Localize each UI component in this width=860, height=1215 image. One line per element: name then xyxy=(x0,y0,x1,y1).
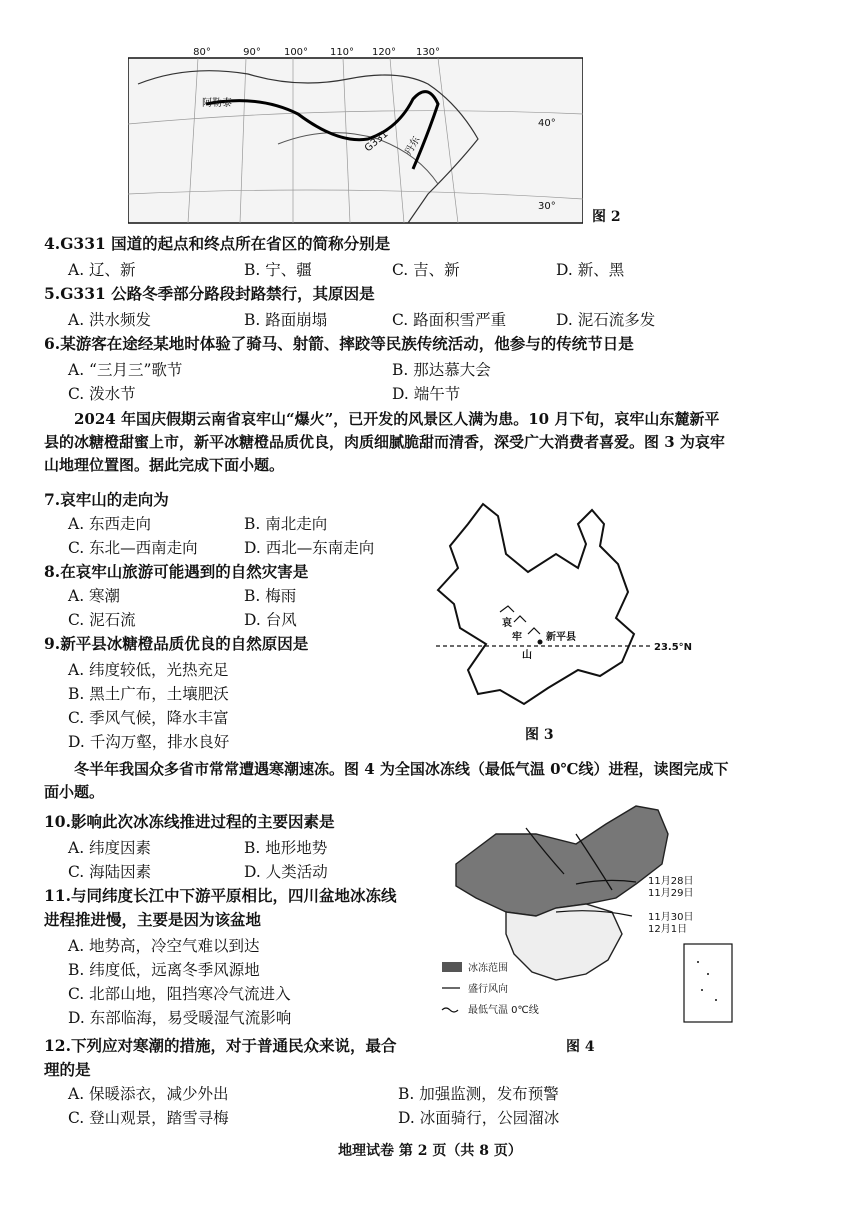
q10-option-b[interactable]: B. 地形地势 xyxy=(244,839,328,857)
inset-map-frame xyxy=(684,944,732,1022)
date-label-1: 11月28日 xyxy=(648,876,694,887)
q7-option-d[interactable]: D. 西北—东南走向 xyxy=(244,539,375,557)
q12-option-d[interactable]: D. 冰面骑行，公园溜冰 xyxy=(398,1109,560,1127)
q12-option-b[interactable]: B. 加强监测，发布预警 xyxy=(398,1085,559,1103)
mountain-char-3: 山 xyxy=(522,650,532,661)
q9-option-c[interactable]: C. 季风气候，降水丰富 xyxy=(68,709,229,727)
legend-zero: 最低气温 0℃线 xyxy=(468,1005,539,1016)
passage-ailao: 2024 年国庆假期云南省哀牢山“爆火”，已开发的风景区人满为患。10 月下旬，哀牢山东麓新平县的冰糖橙甜蜜上市，新平冰糖橙品质优良，肉质细腻脆甜而清香，深受广大消费者喜爱。图 3 为哀牢山地理位置图。据此完成下面小题。 xyxy=(44,410,725,474)
date-label-4: 12月1日 xyxy=(648,924,688,935)
q4-option-b[interactable]: B. 宁、疆 xyxy=(244,261,312,279)
q11-option-d[interactable]: D. 东部临海，易受暖湿气流影响 xyxy=(68,1009,292,1027)
q11-option-a[interactable]: A. 地势高，冷空气难以到达 xyxy=(68,937,260,955)
question-8: 8.在哀牢山旅游可能遇到的自然灾害是 xyxy=(44,562,309,581)
question-5: 5.G331 公路冬季部分路段封路禁行，其原因是 xyxy=(44,284,375,303)
q9-option-d[interactable]: D. 千沟万壑，排水良好 xyxy=(68,733,230,751)
q8-option-c[interactable]: C. 泥石流 xyxy=(68,611,136,629)
q8-option-b[interactable]: B. 梅雨 xyxy=(244,587,297,605)
q12-option-c[interactable]: C. 登山观景，踏雪寻梅 xyxy=(68,1109,229,1127)
q10-option-d[interactable]: D. 人类活动 xyxy=(244,863,328,881)
q8-option-d[interactable]: D. 台风 xyxy=(244,611,297,629)
china-south-area xyxy=(506,904,622,980)
lon-label-80: 80° xyxy=(193,47,211,58)
figure-2-svg xyxy=(128,44,583,224)
question-6: 6.某游客在途经某地时体验了骑马、射箭、摔跤等民族传统活动，他参与的传统节日是 xyxy=(44,334,634,353)
lon-label-90: 90° xyxy=(243,47,261,58)
date-label-3: 11月30日 xyxy=(648,912,694,923)
end-label: 丹东 xyxy=(403,134,423,158)
q9-option-b[interactable]: B. 黑土广布，土壤肥沃 xyxy=(68,685,229,703)
q5-option-c[interactable]: C. 路面积雪严重 xyxy=(392,311,507,329)
question-11: 11.与同纬度长江中下游平原相比，四川盆地冰冻线 xyxy=(44,886,397,905)
xinping-point xyxy=(538,640,543,645)
legend-frozen: 冰冻范围 xyxy=(468,963,508,974)
passage-cold-wave: 冬半年我国众多省市常常遭遇寒潮速冻。图 4 为全国冰冻线（最低气温 0℃线）进程，读图完成下面小题。 xyxy=(44,760,729,801)
start-label: 阿勒泰 xyxy=(202,98,232,109)
date-label-2: 11月29日 xyxy=(648,888,694,899)
xinping-label: 新平县 xyxy=(546,632,576,643)
question-12-line-2: 理的是 xyxy=(44,1060,91,1079)
lon-label-110: 110° xyxy=(329,47,355,58)
figure-2-map xyxy=(128,44,583,224)
route-label: G331 xyxy=(362,128,391,155)
figure-3-map xyxy=(428,494,718,720)
figure-4-caption: 图 4 xyxy=(566,1039,595,1055)
q10-option-c[interactable]: C. 海陆因素 xyxy=(68,863,152,881)
q5-option-d[interactable]: D. 泥石流多发 xyxy=(556,311,656,329)
question-7: 7.哀牢山的走向为 xyxy=(44,490,169,509)
q6-option-d[interactable]: D. 端午节 xyxy=(392,385,461,403)
question-9: 9.新平县冰糖橙品质优良的自然原因是 xyxy=(44,634,309,653)
q11-option-b[interactable]: B. 纬度低，远离冬季风源地 xyxy=(68,961,260,979)
legend-wind: 盛行风向 xyxy=(468,984,508,995)
page-footer: 地理试卷 第 2 页（共 8 页） xyxy=(338,1143,522,1159)
question-10: 10.影响此次冰冻线推进过程的主要因素是 xyxy=(44,812,335,831)
figure-3-caption: 图 3 xyxy=(525,727,554,743)
lon-label-130: 130° xyxy=(415,47,441,58)
lon-label-120: 120° xyxy=(371,47,397,58)
q6-option-a[interactable]: A. “三月三”歌节 xyxy=(68,361,183,379)
q12-option-a[interactable]: A. 保暖添衣，减少外出 xyxy=(68,1085,229,1103)
q7-option-b[interactable]: B. 南北走向 xyxy=(244,515,328,533)
yunnan-outline xyxy=(438,504,634,704)
lat-label-30: 30° xyxy=(538,201,556,212)
legend-zero-symbol xyxy=(442,1008,458,1012)
mountain-char-1: 哀 xyxy=(502,618,512,629)
lat-label-40: 40° xyxy=(538,118,556,129)
figure-2-caption: 图 2 xyxy=(592,209,621,225)
figure-3-svg xyxy=(428,494,718,720)
question-11-line-2: 进程推进慢，主要是因为该盆地 xyxy=(44,910,262,929)
q8-option-a[interactable]: A. 寒潮 xyxy=(68,587,121,605)
q7-option-c[interactable]: C. 东北—西南走向 xyxy=(68,539,198,557)
q6-option-b[interactable]: B. 那达慕大会 xyxy=(392,361,491,379)
q10-option-a[interactable]: A. 纬度因素 xyxy=(68,839,152,857)
q9-option-a[interactable]: A. 纬度较低，光热充足 xyxy=(68,661,229,679)
figure-4-map xyxy=(436,794,736,1030)
q4-option-d[interactable]: D. 新、黑 xyxy=(556,261,625,279)
q5-option-b[interactable]: B. 路面崩塌 xyxy=(244,311,328,329)
tropic-label: 23.5°N xyxy=(654,642,693,653)
question-4: 4.G331 国道的起点和终点所在省区的简称分别是 xyxy=(44,234,391,253)
q11-option-c[interactable]: C. 北部山地，阻挡寒冷气流进入 xyxy=(68,985,291,1003)
figure-4-svg xyxy=(436,794,736,1030)
q7-option-a[interactable]: A. 东西走向 xyxy=(68,515,152,533)
q6-option-c[interactable]: C. 泼水节 xyxy=(68,385,136,403)
lon-label-100: 100° xyxy=(283,47,309,58)
question-12: 12.下列应对寒潮的措施，对于普通民众来说，最合 xyxy=(44,1036,397,1055)
legend-swatch xyxy=(442,962,462,972)
china-frozen-area xyxy=(456,806,668,916)
q4-option-a[interactable]: A. 辽、新 xyxy=(68,261,136,279)
q5-option-a[interactable]: A. 洪水频发 xyxy=(68,311,152,329)
mountain-char-2: 牢 xyxy=(512,632,522,643)
q4-option-c[interactable]: C. 吉、新 xyxy=(392,261,460,279)
